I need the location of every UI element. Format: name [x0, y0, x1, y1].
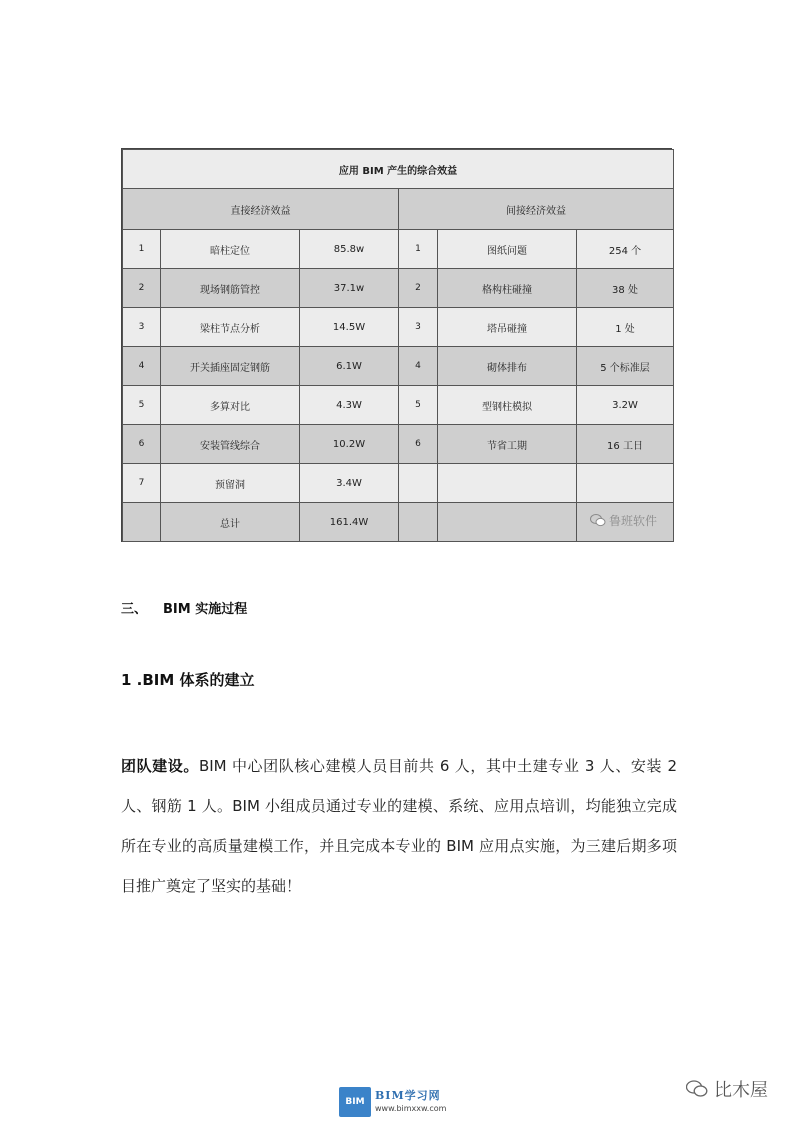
direct-item-cell: 现场钢筋管控: [161, 269, 300, 308]
direct-index-cell: 7: [123, 464, 161, 503]
wechat-watermark: [686, 1076, 768, 1102]
table-row: [123, 230, 674, 269]
direct-index-cell: 1: [123, 230, 161, 269]
indirect-value-cell: 3.2W: [577, 386, 674, 425]
direct-item-cell: 多算对比: [161, 386, 300, 425]
direct-index-cell: 2: [123, 269, 161, 308]
direct-value-cell: 85.8w: [300, 230, 399, 269]
indirect-index-cell: [399, 464, 438, 503]
paragraph-body: BIM 中心团队核心建模人员目前共 6 人，其中土建专业 3 人、安装 2 人、钢筋 1 人。BIM 小组成员通过专业的建模、系统、应用点培训，均能独立完成所在专业的高质量建模工作，并且完成本专业的 BIM 应用点实施，为三建后期多项目推广奠定了坚实的基础！: [121, 757, 677, 895]
indirect-index-cell: 3: [399, 308, 438, 347]
logo-mark: BIM: [339, 1087, 371, 1117]
direct-item-cell: 预留洞: [161, 464, 300, 503]
direct-value-cell: 6.1W: [300, 347, 399, 386]
wechat-icon: [686, 1080, 708, 1098]
indirect-index-cell: [399, 503, 438, 542]
direct-item-cell: 开关插座固定钢筋: [161, 347, 300, 386]
indirect-index-cell: 1: [399, 230, 438, 269]
indirect-item-cell: 格构柱碰撞: [438, 269, 577, 308]
indirect-item-cell: 塔吊碰撞: [438, 308, 577, 347]
logo-url: www.bimxxw.com: [375, 1104, 447, 1113]
direct-value-cell: 3.4W: [300, 464, 399, 503]
direct-index-cell: 4: [123, 347, 161, 386]
benefits-table-container: [121, 148, 672, 542]
direct-value-cell: 14.5W: [300, 308, 399, 347]
direct-index-cell: 3: [123, 308, 161, 347]
table-row: [123, 308, 674, 347]
table-row: [123, 464, 674, 503]
table-title: 应用 BIM 产生的综合效益: [123, 150, 674, 189]
direct-index-cell: 5: [123, 386, 161, 425]
indirect-value-cell: 16 工日: [577, 425, 674, 464]
indirect-value-cell: 254 个: [577, 230, 674, 269]
table-header-row: [123, 189, 674, 230]
footer-logo: [339, 1086, 446, 1118]
direct-value-cell: 10.2W: [300, 425, 399, 464]
direct-value-cell: 37.1w: [300, 269, 399, 308]
indirect-item-cell: [438, 503, 577, 542]
indirect-value-cell: 38 处: [577, 269, 674, 308]
direct-item-cell: 梁柱节点分析: [161, 308, 300, 347]
indirect-benefits-header: 间接经济效益: [399, 189, 674, 230]
direct-value-cell: 161.4W: [300, 503, 399, 542]
subsection-heading: 1 .BIM 体系的建立: [121, 671, 255, 689]
indirect-item-cell: 型钢柱模拟: [438, 386, 577, 425]
indirect-index-cell: 5: [399, 386, 438, 425]
table-watermark: [590, 512, 657, 529]
indirect-index-cell: 2: [399, 269, 438, 308]
indirect-value-cell: 1 处: [577, 308, 674, 347]
watermark-text: 鲁班软件: [608, 514, 657, 528]
indirect-index-cell: 6: [399, 425, 438, 464]
direct-item-cell: 总计: [161, 503, 300, 542]
paragraph-lead: 团队建设。: [121, 757, 199, 775]
table-row: [123, 425, 674, 464]
section-heading: [121, 598, 247, 617]
direct-item-cell: 安装管线综合: [161, 425, 300, 464]
indirect-value-cell: 5 个标准层: [577, 347, 674, 386]
benefits-table: [122, 149, 674, 542]
section-title: BIM 实施过程: [163, 602, 248, 617]
direct-item-cell: 暗柱定位: [161, 230, 300, 269]
indirect-index-cell: 4: [399, 347, 438, 386]
logo-title: BIM学习网: [375, 1089, 441, 1102]
table-row: [123, 347, 674, 386]
wechat-account-name: 比木屋: [714, 1080, 768, 1101]
direct-benefits-header: 直接经济效益: [123, 189, 399, 230]
wechat-icon: [590, 514, 606, 527]
direct-index-cell: [123, 503, 161, 542]
indirect-item-cell: [438, 464, 577, 503]
team-paragraph: [121, 746, 677, 906]
direct-index-cell: 6: [123, 425, 161, 464]
indirect-item-cell: 图纸问题: [438, 230, 577, 269]
indirect-item-cell: 节省工期: [438, 425, 577, 464]
table-title-row: [123, 150, 674, 189]
table-row: [123, 386, 674, 425]
indirect-value-cell: [577, 464, 674, 503]
section-number: 三、: [121, 602, 148, 617]
table-row: [123, 269, 674, 308]
indirect-item-cell: 砌体排布: [438, 347, 577, 386]
direct-value-cell: 4.3W: [300, 386, 399, 425]
